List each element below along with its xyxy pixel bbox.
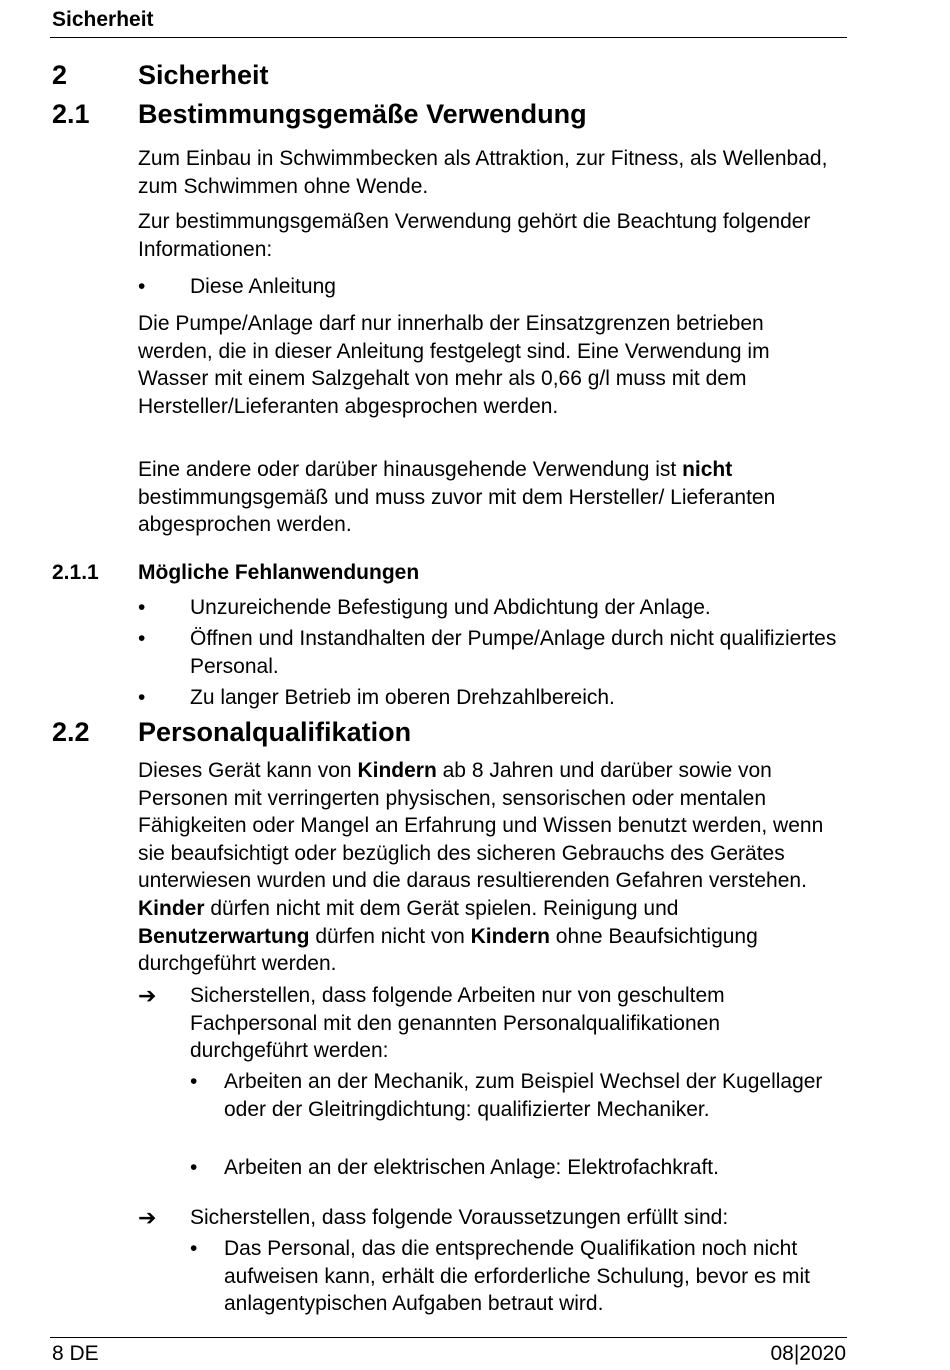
bullet-marker: • xyxy=(190,1237,198,1260)
subsection-title: Personalqualifikation xyxy=(138,717,412,747)
edition-date: 08|2020 xyxy=(770,1342,846,1365)
list-item-text: Unzureichende Befestigung und Abdichtung der Anlage. xyxy=(190,596,711,619)
arrow-right-icon: ➔ xyxy=(138,983,157,1008)
text-run: Dieses Gerät kann von xyxy=(138,759,358,782)
subsubsection-title: Mögliche Fehlanwendungen xyxy=(138,561,420,584)
list-item-text: Zu langer Betrieb im oberen Drehzahlbereich. xyxy=(190,686,615,709)
bullet-marker: • xyxy=(190,1070,198,1093)
paragraph-qualification xyxy=(138,757,838,978)
text-run: ab 8 Jahren und darüber sowie von Personen mit verringerten physischen, sensorischen oder mentalen Fähigkeiten oder Mangel an Erfahrung und Wissen benutzt werden, wenn sie beaufsichtigt oder bezüglich des sicheren Gebrauchs des Gerätes unterwiesen wurden und die daraus resultierenden Gefahren verstehen. xyxy=(138,759,824,893)
subsubsection-number: 2.1.1 xyxy=(52,561,99,584)
instruction-text: Sicherstellen, dass folgende Arbeiten nur von geschultem Fachpersonal mit den genannten Personalqualifikationen durchgeführt werden: xyxy=(190,984,725,1063)
paragraph-limits: Die Pumpe/Anlage darf nur innerhalb der Einsatzgrenzen betrieben werden, die in dieser Anleitung festgelegt sind. Eine Verwendung im Wasser mit einem Salzgehalt von mehr als 0,66 g/l muss mit dem Hersteller/Lieferanten abgesprochen werden. xyxy=(138,312,770,418)
subsection-number: 2.2 xyxy=(52,717,90,747)
instruction-text: Sicherstellen, dass folgende Voraussetzungen erfüllt sind: xyxy=(190,1206,729,1229)
text-run: bestimmungsgemäß und muss zuvor mit dem Hersteller/ Lieferanten abgesprochen werden. xyxy=(138,485,776,537)
bullet-marker: • xyxy=(190,1156,198,1179)
subsection-title: Bestimmungsgemäße Verwendung xyxy=(138,99,587,129)
list-item-text: Öffnen und Instandhalten der Pumpe/Anlage durch nicht qualifiziertes Personal. xyxy=(190,627,837,678)
paragraph-other-use xyxy=(138,456,838,539)
list-item-text: Diese Anleitung xyxy=(190,275,336,298)
list-item-text: Arbeiten an der Mechanik, zum Beispiel Wechsel der Kugellager oder der Gleitringdichtung: qualifizierter Mechaniker. xyxy=(224,1070,823,1121)
text-run: ohne Beaufsichtigung durchgeführt werden. xyxy=(138,924,758,976)
text-run: Eine andere oder darüber hinausgehende Verwendung ist xyxy=(138,458,683,481)
section-number: 2 xyxy=(52,60,68,90)
text-run: dürfen nicht mit dem Gerät spielen. Reinigung und xyxy=(204,896,679,920)
arrow-right-icon: ➔ xyxy=(138,1205,157,1230)
subsection-number: 2.1 xyxy=(52,99,90,129)
header-rule xyxy=(50,37,847,38)
paragraph-purpose: Zum Einbau in Schwimmbecken als Attraktion, zur Fitness, als Wellenbad, zum Schwimmen ohne Wende. xyxy=(138,147,828,198)
emphasis-kindern: Kindern xyxy=(470,924,550,948)
bullet-marker: • xyxy=(138,596,146,619)
running-header: Sicherheit xyxy=(52,8,154,31)
page-number: 8 DE xyxy=(52,1342,99,1365)
emphasis-nicht: nicht xyxy=(682,458,733,481)
list-item-text: Das Personal, das die entsprechende Qualifikation noch nicht aufweisen kann, erhält die erforderliche Schulung, bevor es mit anlagentypischen Aufgaben betraut wird. xyxy=(224,1237,810,1316)
emphasis-kinder: Kinder xyxy=(138,896,205,920)
footer-rule xyxy=(50,1337,847,1338)
bullet-marker: • xyxy=(138,275,146,298)
paragraph-information: Zur bestimmungsgemäßen Verwendung gehört die Beachtung folgender Informationen: xyxy=(138,210,811,261)
emphasis-benutzerwartung: Benutzerwartung xyxy=(138,924,310,948)
section-title: Sicherheit xyxy=(138,60,269,90)
emphasis-kindern: Kindern xyxy=(357,759,437,782)
list-item-text: Arbeiten an der elektrischen Anlage: Elektrofachkraft. xyxy=(224,1156,719,1179)
bullet-marker: • xyxy=(138,627,146,650)
text-run: dürfen nicht von xyxy=(309,924,471,948)
bullet-marker: • xyxy=(138,686,146,709)
